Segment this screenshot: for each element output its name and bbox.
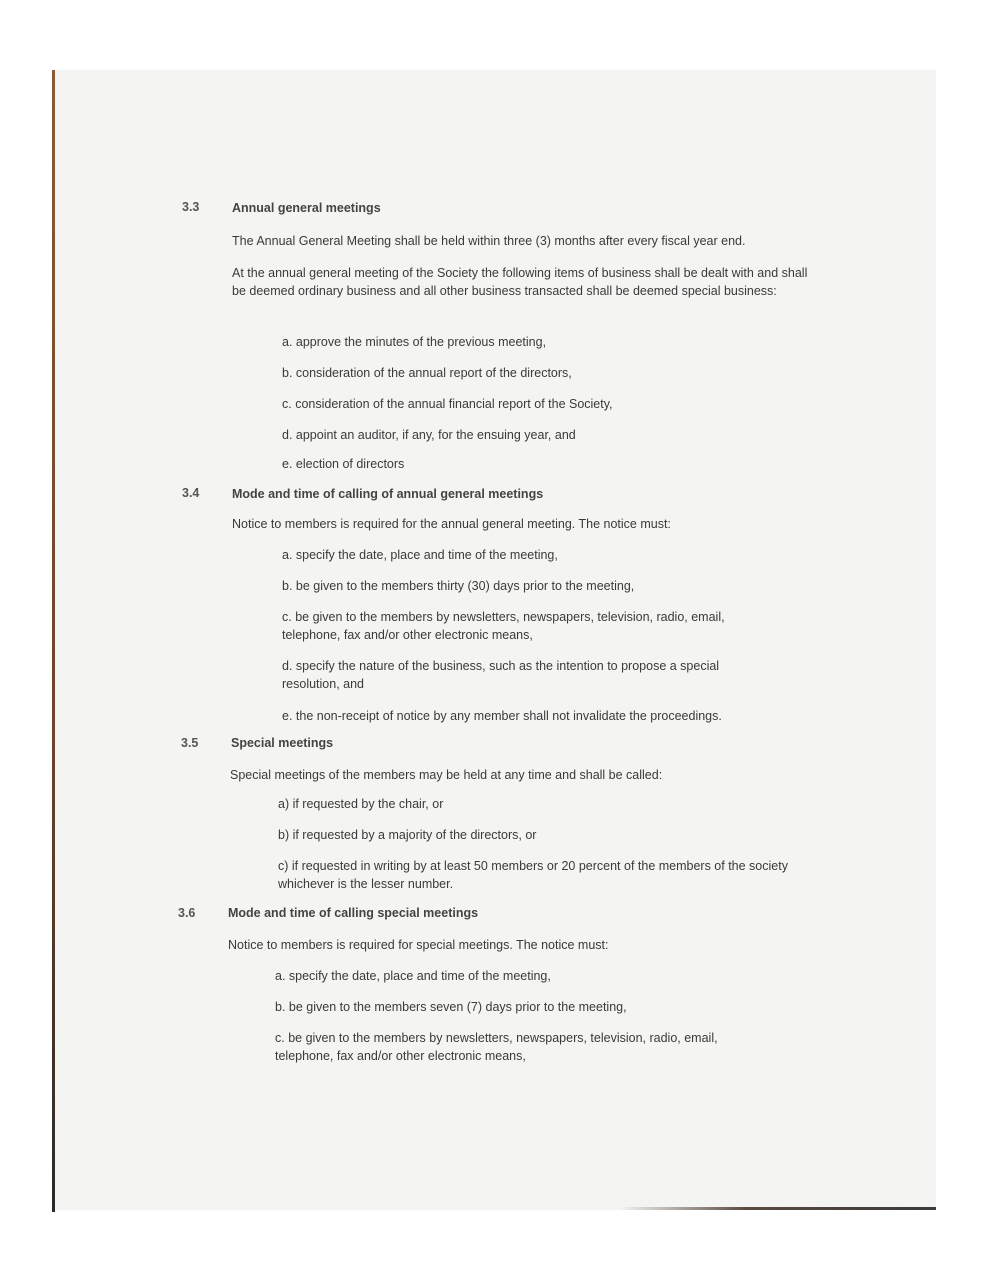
list-item: c) if requested in writing by at least 50 members or 20 percent of the members of the society whichever is the lesser number. [278,859,788,891]
paragraph: Special meetings of the members may be held at any time and shall be called: [230,768,663,782]
list-item: a. specify the date, place and time of the meeting, [275,969,551,983]
paragraph: At the annual general meeting of the Society the following items of business shall be dealt with and shall be deemed ordinary business and all other business transacted shall be deemed special business: [232,266,808,298]
list-item: c. be given to the members by newsletters, newspapers, television, radio, email, telephone, fax and/or other electronic means, [275,1031,718,1063]
section-title: Annual general meetings [232,201,381,215]
list-item: b. be given to the members seven (7) days prior to the meeting, [275,1000,627,1014]
paragraph: Notice to members is required for special meetings. The notice must: [228,938,609,952]
list-item: a. specify the date, place and time of the meeting, [282,548,558,562]
section-title: Mode and time of calling special meetings [228,906,479,920]
section-number: 3.5 [181,736,199,750]
list-item: b) if requested by a majority of the directors, or [278,828,537,842]
list-item: c. be given to the members by newsletters, newspapers, television, radio, email, telephone, fax and/or other electronic means, [282,610,725,642]
page-bottom-edge-shadow [620,1207,936,1210]
section-number: 3.6 [178,906,196,920]
list-item: d. specify the nature of the business, such as the intention to propose a special resolution, and [282,659,720,691]
section-number: 3.3 [182,200,200,214]
list-item: e. election of directors [282,457,405,471]
section-title: Mode and time of calling of annual general meetings [232,487,544,501]
section-number: 3.4 [182,486,200,500]
list-item: c. consideration of the annual financial report of the Society, [282,397,613,411]
list-item: a) if requested by the chair, or [278,797,444,811]
list-item: d. appoint an auditor, if any, for the ensuing year, and [282,428,576,442]
list-item: a. approve the minutes of the previous meeting, [282,335,547,349]
list-item: b. consideration of the annual report of the directors, [282,366,572,380]
page-left-edge-shadow [52,70,55,1212]
paragraph: The Annual General Meeting shall be held within three (3) months after every fiscal year end. [232,234,746,248]
paragraph: Notice to members is required for the annual general meeting. The notice must: [232,517,671,531]
section-title: Special meetings [231,736,334,750]
list-item: b. be given to the members thirty (30) days prior to the meeting, [282,579,635,593]
list-item: e. the non-receipt of notice by any member shall not invalidate the proceedings. [282,709,722,723]
